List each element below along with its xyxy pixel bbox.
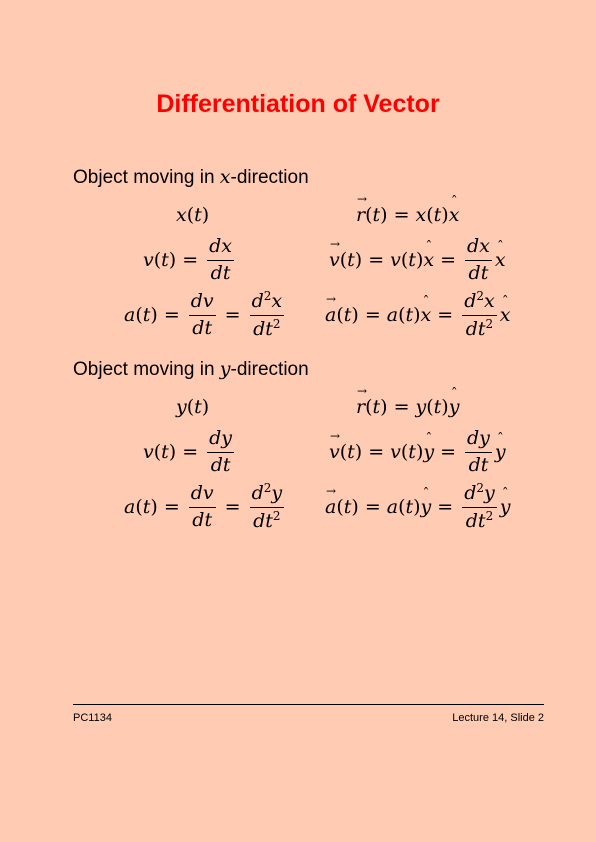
equation-y-velocity: v(t) = $\frac{dy}{dt}$ — [143, 427, 233, 476]
equation-x-velocity-vector: v →(t) = v(t)x ˆ = $\frac{dx}{dt}$ x ˆ — [329, 236, 506, 285]
equation-x-acceleration: a(t) = $\frac{dv}{dt}$ = $\frac{d^2x}{dt^2}$ — [124, 289, 283, 340]
heading-prefix: Object moving in — [73, 359, 220, 380]
heading-variable: x — [219, 166, 231, 188]
heading-suffix: -direction — [230, 359, 309, 380]
equation-y-acceleration-vector: a →(t) = a(t)y ˆ = $\frac{d^2y}{dt^2}$ y ˆ — [325, 482, 510, 533]
equation-y-acceleration: a(t) = $\frac{dv}{dt}$ = $\frac{d^2y}{dt^2}$ — [124, 481, 283, 532]
section-heading-x — [73, 166, 309, 189]
heading-suffix: -direction — [230, 167, 309, 188]
footer-divider — [73, 704, 544, 705]
equation-y-position-vector: r →(t) = y(t)y ˆ — [356, 396, 459, 418]
heading-prefix: Object moving in — [73, 167, 220, 188]
section-heading-y — [73, 358, 309, 381]
footer-slide-info: Lecture 14, Slide 2 — [452, 712, 544, 724]
equation-x-acceleration-vector: a →(t) = a(t)x ˆ = $\frac{d^2x}{dt^2}$ x ˆ — [325, 290, 510, 341]
equation-x-position: x(t) — [176, 204, 210, 226]
equation-x-velocity: v(t) = $\frac{dx}{dt}$ — [143, 235, 233, 284]
equation-y-velocity-vector: v →(t) = v(t)y ˆ = $\frac{dy}{dt}$ y ˆ — [329, 428, 506, 477]
equation-x-position-vector: r →(t) = x(t)x ˆ — [356, 204, 459, 226]
slide-title: Differentiation of Vector — [156, 90, 440, 118]
heading-variable: y — [219, 358, 231, 380]
equation-y-position: y(t) — [176, 396, 210, 418]
footer-course-code: PC1134 — [73, 712, 112, 724]
